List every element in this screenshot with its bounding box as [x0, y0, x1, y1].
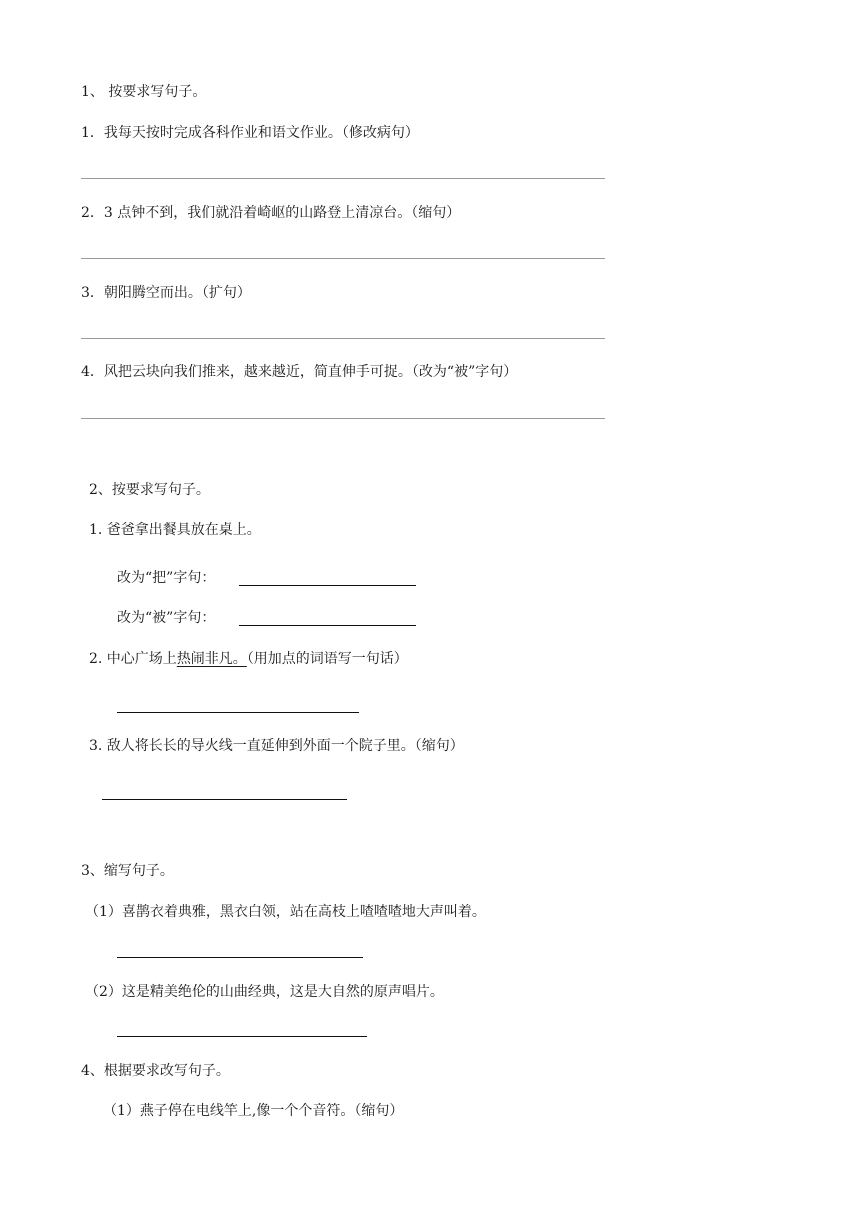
ba-sentence-label: 改为“把”字句： [117, 570, 216, 586]
bei-sentence-label: 改为“被”字句： [117, 610, 216, 626]
ba-sentence-blank[interactable] [239, 585, 416, 586]
answer-line-1-2[interactable] [81, 258, 605, 259]
question-2-2-underlined-phrase: 热闹非凡。 [176, 651, 247, 667]
question-2-3: 3. 敌人将长长的导火线一直延伸到外面一个院子里。（缩句） [89, 738, 464, 754]
section-2-heading: 2、按要求写句子。 [89, 482, 210, 498]
bei-sentence-blank[interactable] [239, 625, 416, 626]
section-1-heading: 1、 按要求写句子。 [81, 84, 207, 100]
question-1-1: 1．我每天按时完成各科作业和语文作业。（修改病句） [81, 125, 419, 141]
answer-blank-3-1[interactable] [117, 957, 363, 958]
answer-blank-3-2[interactable] [117, 1036, 367, 1037]
question-2-1: 1. 爸爸拿出餐具放在桌上。 [89, 522, 261, 538]
question-3-2: （2）这是精美绝伦的山曲经典，这是大自然的原声唱片。 [85, 984, 444, 1000]
question-1-4: 4．风把云块向我们推来，越来越近，简直伸手可捉。（改为“被”字句） [81, 364, 518, 380]
question-3-1: （1）喜鹊衣着典雅，黑衣白领，站在高枝上喳喳喳地大声叫着。 [85, 904, 486, 920]
answer-line-1-4[interactable] [81, 418, 605, 419]
section-3-heading: 3、缩写句子。 [81, 863, 174, 879]
question-2-2 [89, 650, 408, 668]
answer-line-1-1[interactable] [81, 178, 605, 179]
question-2-2-prefix: 2. 中心广场上 [89, 651, 177, 667]
section-4-heading: 4、根据要求改写句子。 [81, 1063, 230, 1079]
question-1-2: 2．3 点钟不到，我们就沿着崎岖的山路登上清凉台。（缩句） [81, 205, 461, 221]
answer-blank-2-3[interactable] [102, 799, 347, 800]
answer-line-1-3[interactable] [81, 338, 605, 339]
question-2-2-suffix: （用加点的词语写一句话） [246, 651, 408, 667]
answer-blank-2-2[interactable] [117, 712, 359, 713]
question-1-3: 3．朝阳腾空而出。（扩句） [81, 285, 251, 301]
question-4-1: （1）燕子停在电线竿上,像一个个音符。（缩句） [103, 1103, 404, 1119]
